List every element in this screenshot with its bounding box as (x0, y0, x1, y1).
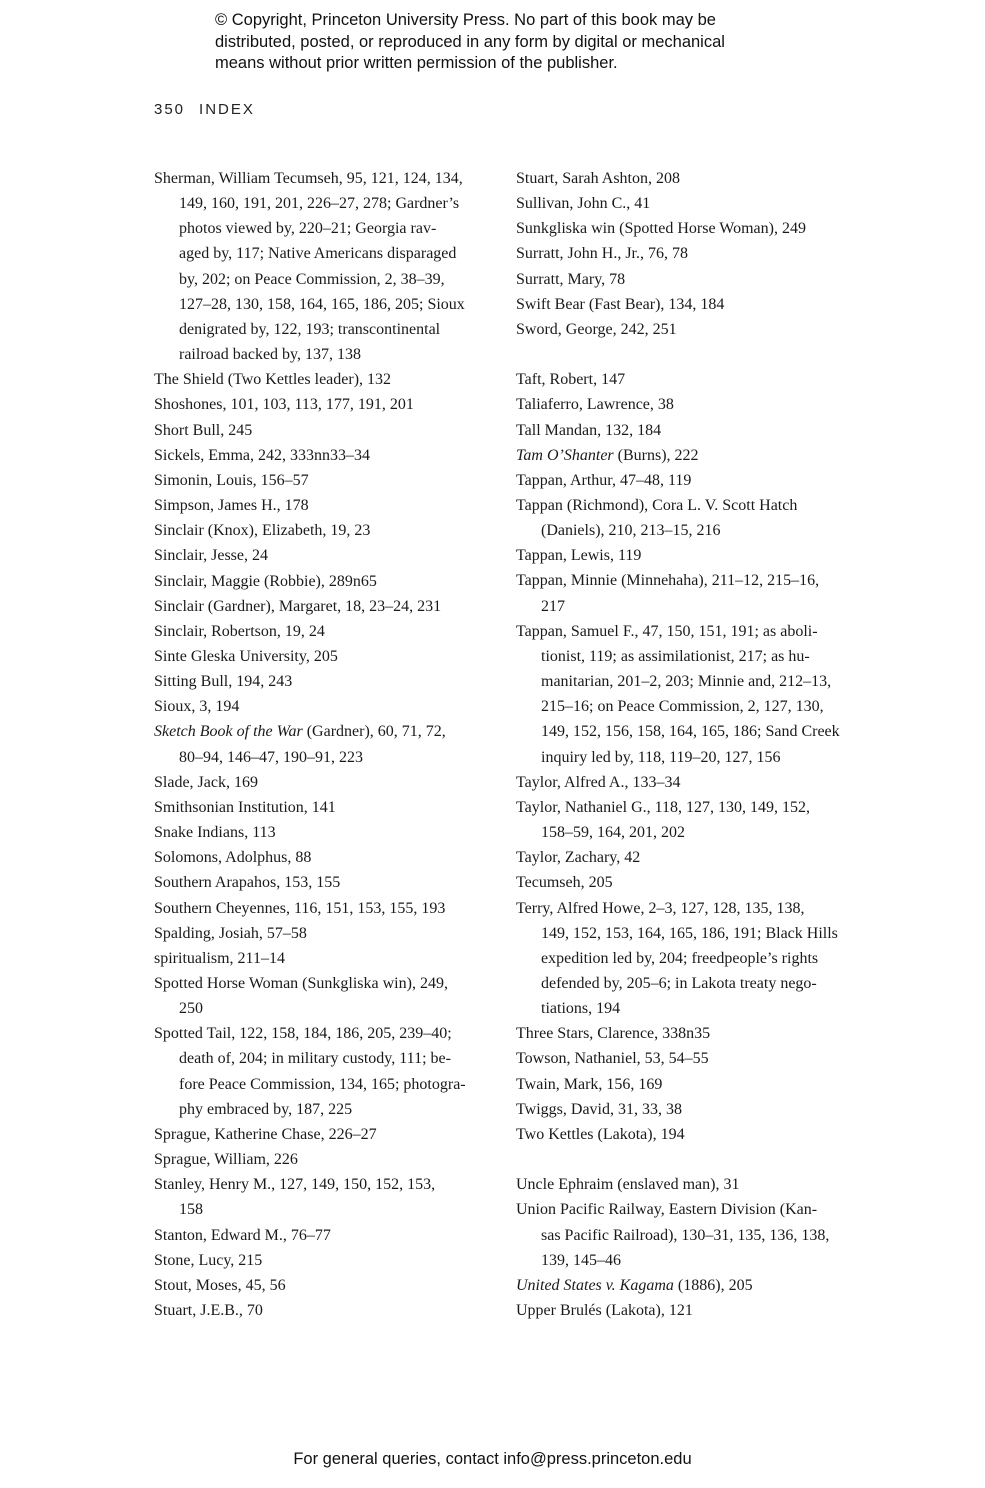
index-entry-line: defended by, 205–6; in Lakota treaty nego- (541, 974, 817, 992)
index-entry-line: Tappan, Samuel F., 47, 150, 151, 191; as aboli- (516, 622, 818, 640)
italic-title: United States v. Kagama (516, 1276, 674, 1294)
index-entry-line: Sickels, Emma, 242, 333nn33–34 (154, 446, 370, 464)
index-entry-line: manitarian, 201–2, 203; Minnie and, 212–13, (541, 673, 832, 691)
index-entry-line: Surratt, John H., Jr., 76, 78 (516, 245, 688, 263)
index-entry-line: fore Peace Commission, 134, 165; photogra- (179, 1075, 466, 1093)
index-entry-line: Simpson, James H., 178 (154, 497, 309, 515)
index-entry (154, 1122, 499, 1147)
index-entry (516, 1197, 861, 1272)
italic-title: Tam O’Shanter (516, 446, 614, 464)
index-entry (154, 770, 499, 795)
index-entry (154, 669, 499, 694)
index-entry-line: Terry, Alfred Howe, 2–3, 127, 128, 135, 138, (516, 899, 805, 917)
index-entry (516, 1097, 861, 1122)
index-entry-line: Stuart, Sarah Ashton, 208 (516, 170, 680, 187)
index-column-right (516, 166, 861, 1323)
index-entry (516, 1046, 861, 1071)
index-entry-line: Sherman, William Tecumseh, 95, 121, 124, 134, (154, 170, 463, 187)
index-entry-line: Sullivan, John C., 41 (516, 195, 651, 213)
index-entry-line: 149, 152, 156, 158, 164, 165, 186; Sand Creek (541, 723, 840, 741)
index-entry-line: inquiry led by, 118, 119–20, 127, 156 (541, 748, 781, 766)
running-head (154, 101, 255, 118)
index-entry (154, 694, 499, 719)
index-entry-line: 149, 152, 153, 164, 165, 186, 191; Black Hills (541, 924, 838, 942)
running-head-title: INDEX (199, 101, 255, 118)
index-entry-line: Slade, Jack, 169 (154, 773, 258, 791)
index-entry-line: 217 (541, 597, 565, 615)
index-entry-line: Sinclair, Jesse, 24 (154, 547, 269, 565)
index-entry-line: railroad backed by, 137, 138 (179, 346, 362, 364)
footer-contact: For general queries, contact info@press.princeton.edu (293, 1450, 692, 1468)
index-entry-line: Solomons, Adolphus, 88 (154, 849, 312, 867)
index-entry-line: Sioux, 3, 194 (154, 698, 240, 716)
index-entry (154, 392, 499, 417)
index-entry-line: Twain, Mark, 156, 169 (516, 1075, 663, 1093)
index-entry-line: Sinclair (Gardner), Margaret, 18, 23–24, 231 (154, 597, 442, 615)
index-entry (516, 317, 861, 342)
index-entry-line: 215–16; on Peace Commission, 2, 127, 130, (541, 698, 824, 716)
index-entry-line: tionist, 119; as assimilationist, 217; as hu- (541, 647, 810, 665)
index-entry (154, 166, 499, 367)
index-entry-line: Tappan, Minnie (Minnehaha), 211–12, 215–16, (516, 572, 820, 590)
letter-group-spacer (516, 1147, 861, 1172)
index-entry-line: denigrated by, 122, 193; transcontinental (179, 320, 441, 338)
index-entry (516, 468, 861, 493)
index-entry (516, 216, 861, 241)
index-entry-line: spiritualism, 211–14 (154, 949, 285, 967)
index-entry (154, 543, 499, 568)
index-entry-line: 139, 145–46 (541, 1251, 621, 1269)
index-entry-line: 80–94, 146–47, 190–91, 223 (179, 748, 363, 766)
index-entry (516, 1273, 861, 1298)
index-entry-line: Short Bull, 245 (154, 421, 253, 439)
index-entry-line: Sinclair, Robertson, 19, 24 (154, 622, 325, 640)
index-entry-line: Sprague, Katherine Chase, 226–27 (154, 1125, 377, 1143)
index-entry (154, 1248, 499, 1273)
index-entry (516, 568, 861, 618)
index-entry-line: Southern Cheyennes, 116, 151, 153, 155, 193 (154, 899, 446, 917)
index-entry (516, 795, 861, 845)
index-entry-line: Twiggs, David, 31, 33, 38 (516, 1100, 682, 1118)
index-entry (516, 493, 861, 543)
index-entry-line: Taliaferro, Lawrence, 38 (516, 396, 674, 414)
index-entry-line: by, 202; on Peace Commission, 2, 38–39, (179, 270, 445, 288)
index-entry-line: Taylor, Zachary, 42 (516, 849, 641, 867)
index-entry-line: (Gardner), 60, 71, 72, (302, 723, 446, 741)
index-entry (154, 1273, 499, 1298)
index-entry (516, 619, 861, 770)
index-entry-line: The Shield (Two Kettles leader), 132 (154, 371, 392, 389)
index-entry-line: Stanton, Edward M., 76–77 (154, 1226, 331, 1244)
index-entry (154, 594, 499, 619)
index-entry-line: Spotted Tail, 122, 158, 184, 186, 205, 239–40; (154, 1025, 452, 1043)
index-entry-line: Tall Mandan, 132, 184 (516, 421, 662, 439)
index-entry-line: Sword, George, 242, 251 (516, 320, 677, 338)
index-column-left (154, 166, 499, 1323)
index-entry (154, 443, 499, 468)
copyright-line: distributed, posted, or reproduced in any form by digital or mechanical (215, 32, 725, 51)
copyright-line: © Copyright, Princeton University Press. No part of this book may be (215, 11, 716, 29)
index-entry-line: Simonin, Louis, 156–57 (154, 471, 309, 489)
index-entry-line: Towson, Nathaniel, 53, 54–55 (516, 1050, 709, 1068)
index-entry (154, 1147, 499, 1172)
index-entry (516, 1172, 861, 1197)
index-entry-line: Uncle Ephraim (enslaved man), 31 (516, 1176, 740, 1194)
index-entry (154, 921, 499, 946)
index-entry (516, 292, 861, 317)
index-entry (154, 1298, 499, 1323)
index-entry-line: Sitting Bull, 194, 243 (154, 673, 293, 691)
index-entry (154, 1021, 499, 1122)
index-entry-line: Stone, Lucy, 215 (154, 1251, 263, 1269)
index-entry-line: phy embraced by, 187, 225 (179, 1100, 353, 1118)
index-entry-line: Southern Arapahos, 153, 155 (154, 874, 341, 892)
index-entry (516, 1072, 861, 1097)
index-entry (516, 1021, 861, 1046)
index-entry-line: Sunkgliska win (Spotted Horse Woman), 249 (516, 220, 806, 238)
index-entry (154, 971, 499, 1021)
index-entry (516, 392, 861, 417)
italic-title: Sketch Book of the War (154, 723, 303, 741)
index-entry-line: Stout, Moses, 45, 56 (154, 1276, 286, 1294)
index-entry-line: photos viewed by, 220–21; Georgia rav- (179, 220, 437, 238)
index-entry (516, 896, 861, 1022)
index-entry-line: (1886), 205 (673, 1276, 753, 1294)
index-entry (516, 267, 861, 292)
index-entry-line: Tecumseh, 205 (516, 874, 613, 892)
index-entry (154, 619, 499, 644)
copyright-line: means without prior written permission of the publisher. (215, 54, 618, 72)
index-entry (516, 1298, 861, 1323)
index-entry-line: Sinclair, Maggie (Robbie), 289n65 (154, 572, 377, 590)
index-entry (516, 443, 861, 468)
index-entry-line: Tappan (Richmond), Cora L. V. Scott Hatch (516, 497, 798, 515)
copyright-notice (215, 10, 855, 75)
index-entry-line: death of, 204; in military custody, 111; be- (179, 1050, 451, 1068)
index-entry-line: aged by, 117; Native Americans disparaged (179, 245, 457, 263)
index-entry-line: Upper Brulés (Lakota), 121 (516, 1302, 693, 1319)
index-entry-line: Union Pacific Railway, Eastern Division (Kan- (516, 1201, 818, 1219)
index-entry-line: 250 (179, 1000, 203, 1018)
index-entry-line: Two Kettles (Lakota), 194 (516, 1125, 685, 1143)
index-entry (154, 418, 499, 443)
index-entry (516, 1122, 861, 1147)
index-entry (154, 468, 499, 493)
index-entry (154, 518, 499, 543)
index-entry (154, 845, 499, 870)
index-entry (154, 1223, 499, 1248)
index-entry-line: Taylor, Nathaniel G., 118, 127, 130, 149, 152, (516, 798, 811, 816)
index-entry (516, 845, 861, 870)
index-entry-line: tiations, 194 (541, 1000, 621, 1018)
index-entry (154, 493, 499, 518)
index-entry (154, 1172, 499, 1222)
index-entry (154, 644, 499, 669)
index-entry-line: Stanley, Henry M., 127, 149, 150, 152, 153, (154, 1176, 436, 1194)
index-entry (516, 770, 861, 795)
index-entry-line: Three Stars, Clarence, 338n35 (516, 1025, 711, 1043)
index-entry-line: Sinte Gleska University, 205 (154, 647, 338, 665)
index-entry-line: Stuart, J.E.B., 70 (154, 1302, 263, 1320)
index-entry-line: 158–59, 164, 201, 202 (541, 824, 685, 842)
index-entry (154, 719, 499, 769)
index-entry (516, 166, 861, 191)
index-entry-line: Tappan, Arthur, 47–48, 119 (516, 471, 692, 489)
index-entry (154, 820, 499, 845)
index-entry (154, 896, 499, 921)
index-entry (154, 946, 499, 971)
index-entry-line: Spotted Horse Woman (Sunkgliska win), 249, (154, 975, 448, 992)
index-entry (516, 870, 861, 895)
index-entry (516, 367, 861, 392)
index-entry-line: Swift Bear (Fast Bear), 134, 184 (516, 295, 725, 313)
letter-group-spacer (516, 342, 861, 367)
index-entry-line: Sprague, William, 226 (154, 1151, 298, 1169)
index-entry-line: Spalding, Josiah, 57–58 (154, 924, 307, 942)
index-entry-line: Surratt, Mary, 78 (516, 270, 626, 288)
index-entry (516, 543, 861, 568)
index-entry-line: 149, 160, 191, 201, 226–27, 278; Gardner’s (179, 195, 460, 213)
index-entry-line: Snake Indians, 113 (154, 824, 276, 842)
index-entry-line: Shoshones, 101, 103, 113, 177, 191, 201 (154, 396, 414, 414)
index-entry-line: (Burns), 222 (613, 446, 699, 464)
index-entry-line: 158 (179, 1201, 203, 1219)
index-entry-line: (Daniels), 210, 213–15, 216 (541, 522, 721, 540)
index-entry-line: 127–28, 130, 158, 164, 165, 186, 205; Sioux (179, 295, 465, 313)
index-entry (516, 241, 861, 266)
index-entry (154, 870, 499, 895)
index-entry-line: Smithsonian Institution, 141 (154, 798, 336, 816)
index-entry-line: Taylor, Alfred A., 133–34 (516, 773, 681, 791)
index-entry (154, 569, 499, 594)
index-entry-line: Tappan, Lewis, 119 (516, 547, 642, 565)
index-entry-line: Taft, Robert, 147 (516, 371, 626, 389)
index-entry-line: expedition led by, 204; freedpeople’s rights (541, 949, 819, 967)
index-entry (154, 367, 499, 392)
index-entry-line: Sinclair (Knox), Elizabeth, 19, 23 (154, 522, 371, 540)
index-entry (516, 191, 861, 216)
index-entry-line: sas Pacific Railroad), 130–31, 135, 136, 138, (541, 1226, 830, 1244)
index-entry (516, 418, 861, 443)
index-entry (154, 795, 499, 820)
page-number: 350 (154, 101, 186, 118)
